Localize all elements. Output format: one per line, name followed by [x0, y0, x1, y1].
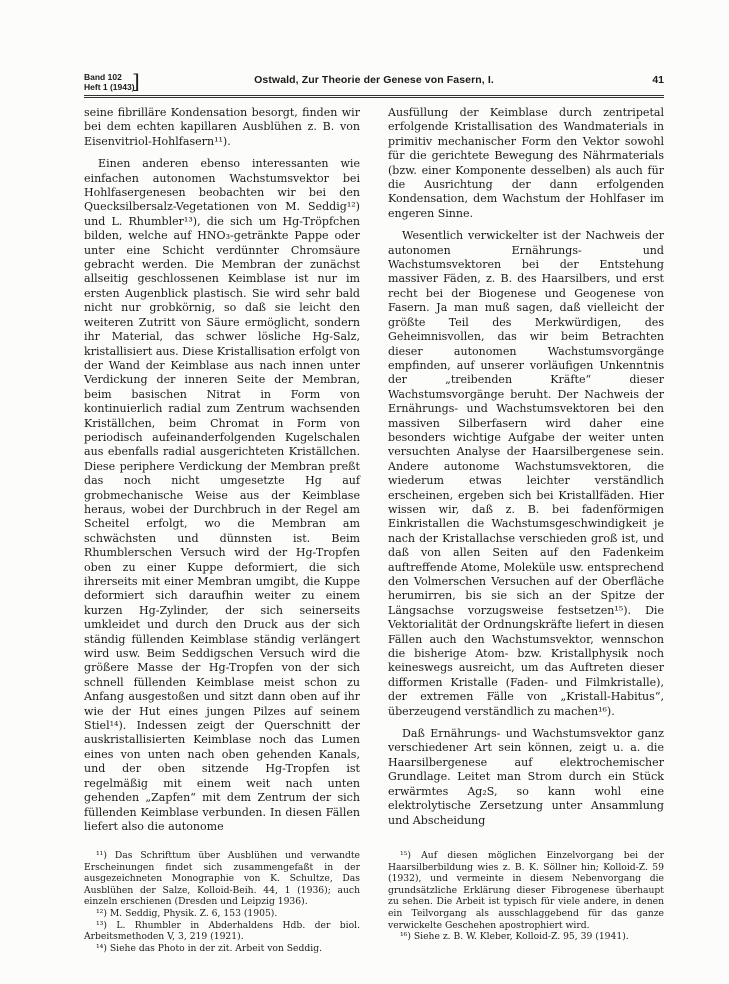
left-paragraph-1: seine fibrilläre Kondensation besorgt, finden wir bei dem echten kapillaren Ausblühen z. B. von Eisenvitriol-Hohlfasern¹¹).: [84, 106, 360, 148]
running-title: Ostwald, Zur Theorie der Genese von Fasern, I.: [254, 74, 494, 86]
header-rule-bottom: [84, 97, 664, 98]
footnote-11: ¹¹) Das Schrifttum über Ausblühen und verwandte Erscheinungen findet sich zusammengefaßt in der ausgezeichneten Monographie von K. Schultze, Das Ausblühen der Salze, Kolloid-Beih. 44, 1 (1936); auch einzeln erschienen (Dresden und Leipzig 1936).: [84, 850, 360, 908]
right-paragraph-2: Wesentlich verwickelter ist der Nachweis der autonomen Ernährungs- und Wachstumsvektoren bei der Entstehung massiver Fäden, z. B. des Haarsilbers, und erst recht bei der Biogenese und Geogenese von Fasern. Ja man muß sagen, daß vielleicht der größte Teil des Merkwürdigen, des Geheimnisvollen, das wir beim Betrachten dieser autonomen Wachstumsvorgänge empfinden, auf unserer vorläufigen Unkenntnis der „treibenden Kräfte“ dieser Wachstumsvorgänge beruht. Der Nachweis der Ernährungs- und Wachstumsvektoren bei den massiven Silberfasern wird daher eine besonders wichtige Aufgabe der weiter unten versuchten Analyse der Haarsilbergenese sein. Andere autonome Wachstumsvektoren, die wiederum etwas leichter verständlich erscheinen, ergeben sich bei Kristallfäden. Hier wissen wir, daß z. B. bei fadenförmigen Einkristallen die Wachstumsgeschwindigkeit je nach der Kristallachse verschieden groß ist, und daß von allen Seiten auf den Fadenkeim auftreffende Atome, Moleküle usw. entsprechend den Volmerschen Versuchen auf der Oberfläche herumirren, bis sie sich an der Spitze der Längsachse vorzugsweise festsetzen¹⁵). Die Vektorialität der Ordnungskräfte liefert in diesen Fällen auch den Wachstumsvektor, wennschon die bisherige Atom- bzw. Kristallphysik noch keineswegs ausreicht, um das Auftreten dieser difformen Kristalle (Faden- und Filmkristalle), der extremen Fälle von „Kristall-Habitus“, überzeugend verständlich zu machen¹⁶).: [388, 229, 664, 718]
footnote-12: ¹²) M. Seddig, Physik. Z. 6, 153 (1905).: [96, 907, 278, 919]
right-paragraph-1: Ausfüllung der Keimblase durch zentripetal erfolgende Kristallisation des Wandmaterials in primitiv mechanischer Form den Vektor sowohl für die gerichtete Bewegung des Nährmaterials (bzw. einer Komponente desselben) als auch für die Ausrichtung der dann erfolgenden Kondensation, dem Wachstum der Hohlfaser im engeren Sinne.: [388, 106, 664, 220]
left-column: [84, 106, 360, 834]
left-paragraph-2: Einen anderen ebenso interessanten wie einfachen autonomen Wachstumsvektor bei Hohlfasergenesen beobachten wir bei den Quecksilbersalz-Vegetationen von M. Seddig¹²) und L. Rhumbler¹³), die sich um Hg-Tröpfchen bilden, welche auf HNO₃-getränkte Pappe oder unter eine Schicht verdünnter Chromsäure gebracht werden. Die Membran der zunächst allseitig geschlossenen Keimblase ist nur im ersten Augenblick plastisch. Sie wird sehr bald nicht nur grobkörnig, so daß sie leicht den weiteren Zutritt von Säure ermöglicht, sondern ihr Material, das schwer lösliche Hg-Salz, kristallisiert aus. Diese Kristallisation erfolgt von der Wand der Keimblase aus nach innen unter Verdickung der inneren Seite der Membran, beim basischen Nitrat in Form von kontinuierlich radial zum Zentrum wachsenden Kriställchen, beim Chromat in Form von periodisch aufeinanderfolgenden Kugelschalen aus ebenfalls radial ausgerichteten Kriställchen. Diese periphere Verdickung der Membran preßt das noch nicht umgesetzte Hg auf grobmechanische Weise aus der Keimblase heraus, wobei der Durchbruch in der Regel am Scheitel erfolgt, wo die Membran am schwächsten und dünnsten ist. Beim Rhumblerschen Versuch wird der Hg-Tropfen oben zu einer Kuppe deformiert, die sich ihrerseits mit einer Membran umgibt, die Kuppe deformiert sich daraufhin weiter zu einem kurzen Hg-Zylinder, der sich seinerseits umkleidet und durch den Druck aus der sich ständig füllenden Keimblase ständig verlängert wird usw. Beim Seddigschen Versuch wird die größere Masse der Hg-Tropfen von der sich schnell füllenden Keimblase meist schon zu Anfang ausgestoßen und sitzt dann oben auf ihr wie der Hut eines jungen Pilzes auf seinem Stiel¹⁴). Indessen zeigt der Querschnitt der auskristallisierten Keimblase noch das Lumen eines von unten nach oben gehenden Kanals, und der oben sitzende Hg-Tropfen ist regelmäßig mit einem weit nach unten gehenden „Zapfen“ mit dem Zentrum der sich füllenden Keimblase verbunden. In diesen Fällen liefert also die autonome: [84, 157, 360, 833]
page-number: 41: [652, 74, 664, 86]
journal-issue: Heft 1 (1943): [84, 82, 135, 92]
footnotes-left: [84, 850, 360, 954]
footnotes-right: [388, 850, 664, 943]
footnote-15: ¹⁵) Auf diesen möglichen Einzelvorgang bei der Haarsilberbildung wies z. B. K. Söllner hin; Kolloid-Z. 59 (1932), und vermeinte in diesem Nebenvorgang die grundsätzliche Erklärung dieser Fibrogenese überhaupt zu sehen. Die Arbeit ist typisch für viele andere, in denen ein Teilvorgang als ausschlaggebend für das ganze verwickelte Geschehen apostrophiert wird.: [388, 850, 664, 931]
header-rule-top: [84, 95, 664, 96]
right-column: [388, 106, 664, 828]
journal-volume: Band 102: [84, 72, 122, 82]
right-paragraph-3: Daß Ernährungs- und Wachstumsvektor ganz verschiedener Art sein können, zeigt u. a. die Haarsilbergenese auf elektrochemischer Grundlage. Leitet man Strom durch ein Stück erwärmtes Ag₂S, so kann wohl eine elektrolytische Zersetzung unter Ansammlung und Abscheidung: [388, 727, 664, 827]
footnote-16: ¹⁶) Siehe z. B. W. Kleber, Kolloid-Z. 95, 39 (1941).: [400, 931, 629, 943]
footnote-14: ¹⁴) Siehe das Photo in der zit. Arbeit von Seddig.: [96, 942, 322, 954]
volume-bracket-glyph: ]: [132, 69, 140, 93]
footnote-13: ¹³) L. Rhumbler in Abderhaldens Hdb. der biol. Arbeitsmethoden V, 3, 219 (1921).: [84, 919, 360, 943]
